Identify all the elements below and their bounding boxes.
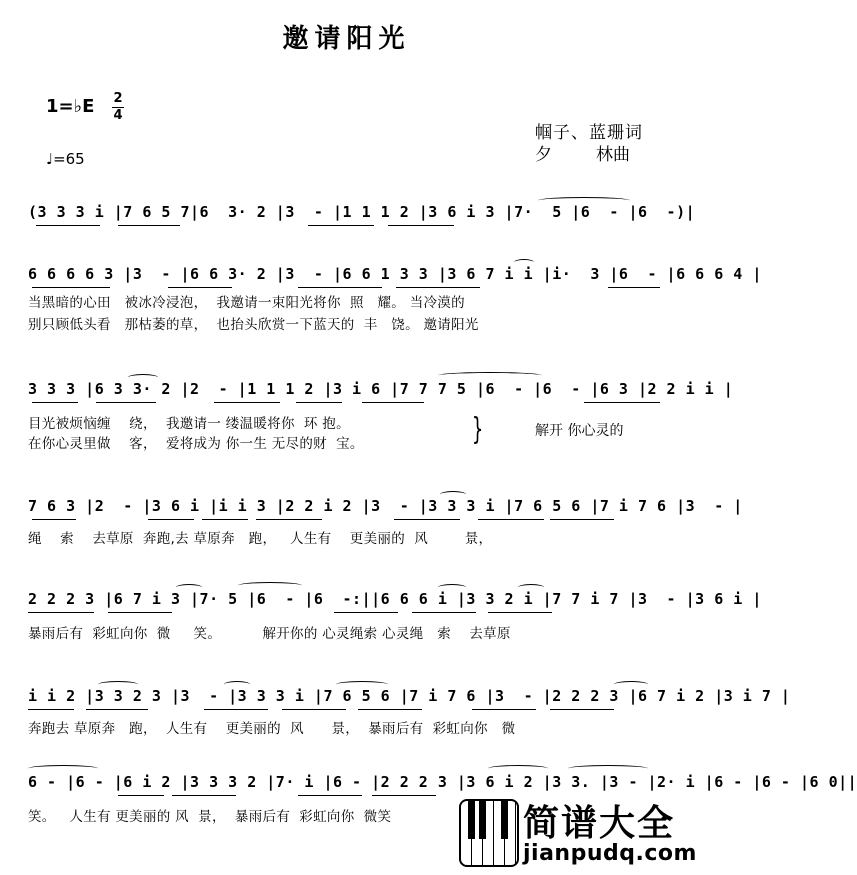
tie-arc bbox=[438, 372, 542, 379]
tie-arc bbox=[514, 259, 534, 266]
beam-line bbox=[334, 612, 398, 613]
beam-line bbox=[488, 612, 552, 613]
lyric-line: 奔跑去 草原奔 跑， 人生有 更美丽的 风 景， 暴雨后有 彩虹向你 微 bbox=[28, 721, 516, 737]
notation-line-6: i i 2 |3 3 2 3 |3 - |3 3 3 i |7 6 5 6 |7 i 7 6 |3 - |2 2 2 3 |6 7 i 2 |3 i 7 | bbox=[28, 687, 791, 705]
notation-line-3: 3 3 3 |6 3 3· 2 |2 - |1 1 1 2 |3 i 6 |7 7 7 5 |6 - |6 - |6 3 |2 2 i i | bbox=[28, 380, 734, 398]
beam-line bbox=[472, 709, 536, 710]
watermark-brand: 简谱大全 bbox=[523, 803, 676, 844]
notation-line-2: 6 6 6 6 3 |3 - |6 6 3· 2 |3 - |6 6 1 3 3 |3 6 7 i i |i· 3 |6 - |6 6 6 4 | bbox=[28, 265, 762, 283]
tie-arc bbox=[98, 681, 138, 688]
beam-line bbox=[550, 519, 614, 520]
time-signature-top: 2 bbox=[113, 91, 123, 106]
site-watermark bbox=[457, 793, 697, 871]
beam-line bbox=[168, 287, 232, 288]
beam-line bbox=[96, 402, 156, 403]
beam-line bbox=[282, 709, 346, 710]
beam-line bbox=[478, 519, 544, 520]
beam-line bbox=[172, 795, 236, 796]
beam-line bbox=[608, 287, 660, 288]
tie-arc bbox=[438, 584, 466, 591]
beam-line bbox=[298, 287, 382, 288]
beam-line bbox=[32, 287, 110, 288]
merged-lyric: 解开 你心灵的 bbox=[535, 423, 624, 439]
beam-line bbox=[118, 225, 180, 226]
beam-line bbox=[86, 709, 148, 710]
beam-line bbox=[394, 519, 460, 520]
beam-line bbox=[202, 519, 248, 520]
lyric-verse-1: 当黑暗的心田 被冰冷浸泡， 我邀请一束阳光将你 照 耀。 当冷漠的 bbox=[28, 295, 465, 311]
beam-line bbox=[214, 402, 280, 403]
composer-name-a: 夕 bbox=[535, 145, 552, 165]
tie-arc bbox=[128, 374, 158, 381]
tie-arc bbox=[176, 584, 202, 591]
beam-line bbox=[298, 795, 362, 796]
time-signature bbox=[112, 92, 124, 123]
watermark-url: jianpudq.com bbox=[523, 841, 697, 866]
time-signature-bottom: 4 bbox=[113, 108, 123, 123]
page-title: 邀请阳光 bbox=[282, 24, 411, 54]
tie-arc bbox=[568, 765, 648, 772]
key-signature: 1=♭E bbox=[46, 96, 95, 117]
beam-line bbox=[204, 709, 268, 710]
lyric-line: 绳 索 去草原 奔跑,去 草原奔 跑， 人生有 更美丽的 风 景， bbox=[28, 531, 493, 547]
beam-line bbox=[108, 612, 172, 613]
beam-line bbox=[584, 402, 660, 403]
notation-line-4: 7 6 3 |2 - |3 6 i |i i 3 |2 2 i 2 |3 - |3 3 3 i |7 6 5 6 |7 i 7 6 |3 - | bbox=[28, 497, 743, 515]
beam-line bbox=[32, 402, 78, 403]
beam-line bbox=[28, 612, 94, 613]
beam-line bbox=[358, 709, 422, 710]
notation-line-7: 6 - |6 - |6 i 2 |3 3 3 2 |7· i |6 - |2 2 2 3 |3 6 i 2 |3 3. |3 - |2· i |6 - |6 - |6 0|| bbox=[28, 773, 857, 791]
tie-arc bbox=[518, 584, 544, 591]
tie-arc bbox=[538, 197, 630, 204]
beam-line bbox=[550, 709, 614, 710]
lyric-verse-2: 别只顾低头看 那枯萎的草， 也抬头欣赏一下蓝天的 丰 饶。 邀请阳光 bbox=[28, 317, 479, 333]
lyric-line: 暴雨后有 彩虹向你 微 笑。 解开你的 心灵绳索 心灵绳 索 去草原 bbox=[28, 626, 511, 642]
beam-line bbox=[396, 287, 480, 288]
beam-line bbox=[118, 795, 164, 796]
beam-line bbox=[32, 519, 76, 520]
beam-line bbox=[148, 519, 194, 520]
composer-credit bbox=[535, 140, 630, 165]
notation-line-5: 2 2 2 3 |6 7 i 3 |7· 5 |6 - |6 -:||6 6 6 i |3 3 2 i |7 7 i 7 |3 - |3 6 i | bbox=[28, 590, 762, 608]
tie-arc bbox=[238, 582, 302, 589]
lyric-verse-2: 在你心灵里做 客， 爱将成为 你一生 无尽的财 宝。 bbox=[28, 436, 364, 452]
verse-brace: } bbox=[471, 412, 484, 447]
lyric-line: 笑。 人生有 更美丽的 风 景， 暴雨后有 彩虹向你 微笑 bbox=[28, 809, 392, 825]
beam-line bbox=[388, 225, 454, 226]
tie-arc bbox=[224, 681, 250, 688]
beam-line bbox=[308, 225, 374, 226]
tempo-marking: ♩=65 bbox=[46, 150, 85, 168]
tie-arc bbox=[440, 491, 466, 498]
beam-line bbox=[256, 519, 322, 520]
lyricist-credit: 帼子、蓝珊词 bbox=[535, 123, 643, 143]
beam-line bbox=[372, 795, 436, 796]
beam-line bbox=[36, 225, 100, 226]
lyric-verse-1: 目光被烦恼缠 绕， 我邀请一 缕温暖将你 环 抱。 bbox=[28, 416, 350, 432]
beam-line bbox=[28, 709, 74, 710]
tie-arc bbox=[336, 681, 388, 688]
tie-arc bbox=[614, 681, 648, 688]
tie-arc bbox=[28, 765, 98, 772]
beam-line bbox=[412, 612, 476, 613]
piano-keys-icon bbox=[459, 799, 519, 867]
beam-line bbox=[296, 402, 342, 403]
notation-line-1: (3 3 3 i |7 6 5 7|6 3· 2 |3 - |1 1 1 2 |3 6 i 3 |7· 5 |6 - |6 -)| bbox=[28, 203, 696, 221]
composer-name-b: 林曲 bbox=[596, 145, 630, 165]
tie-arc bbox=[488, 765, 548, 772]
beam-line bbox=[362, 402, 424, 403]
